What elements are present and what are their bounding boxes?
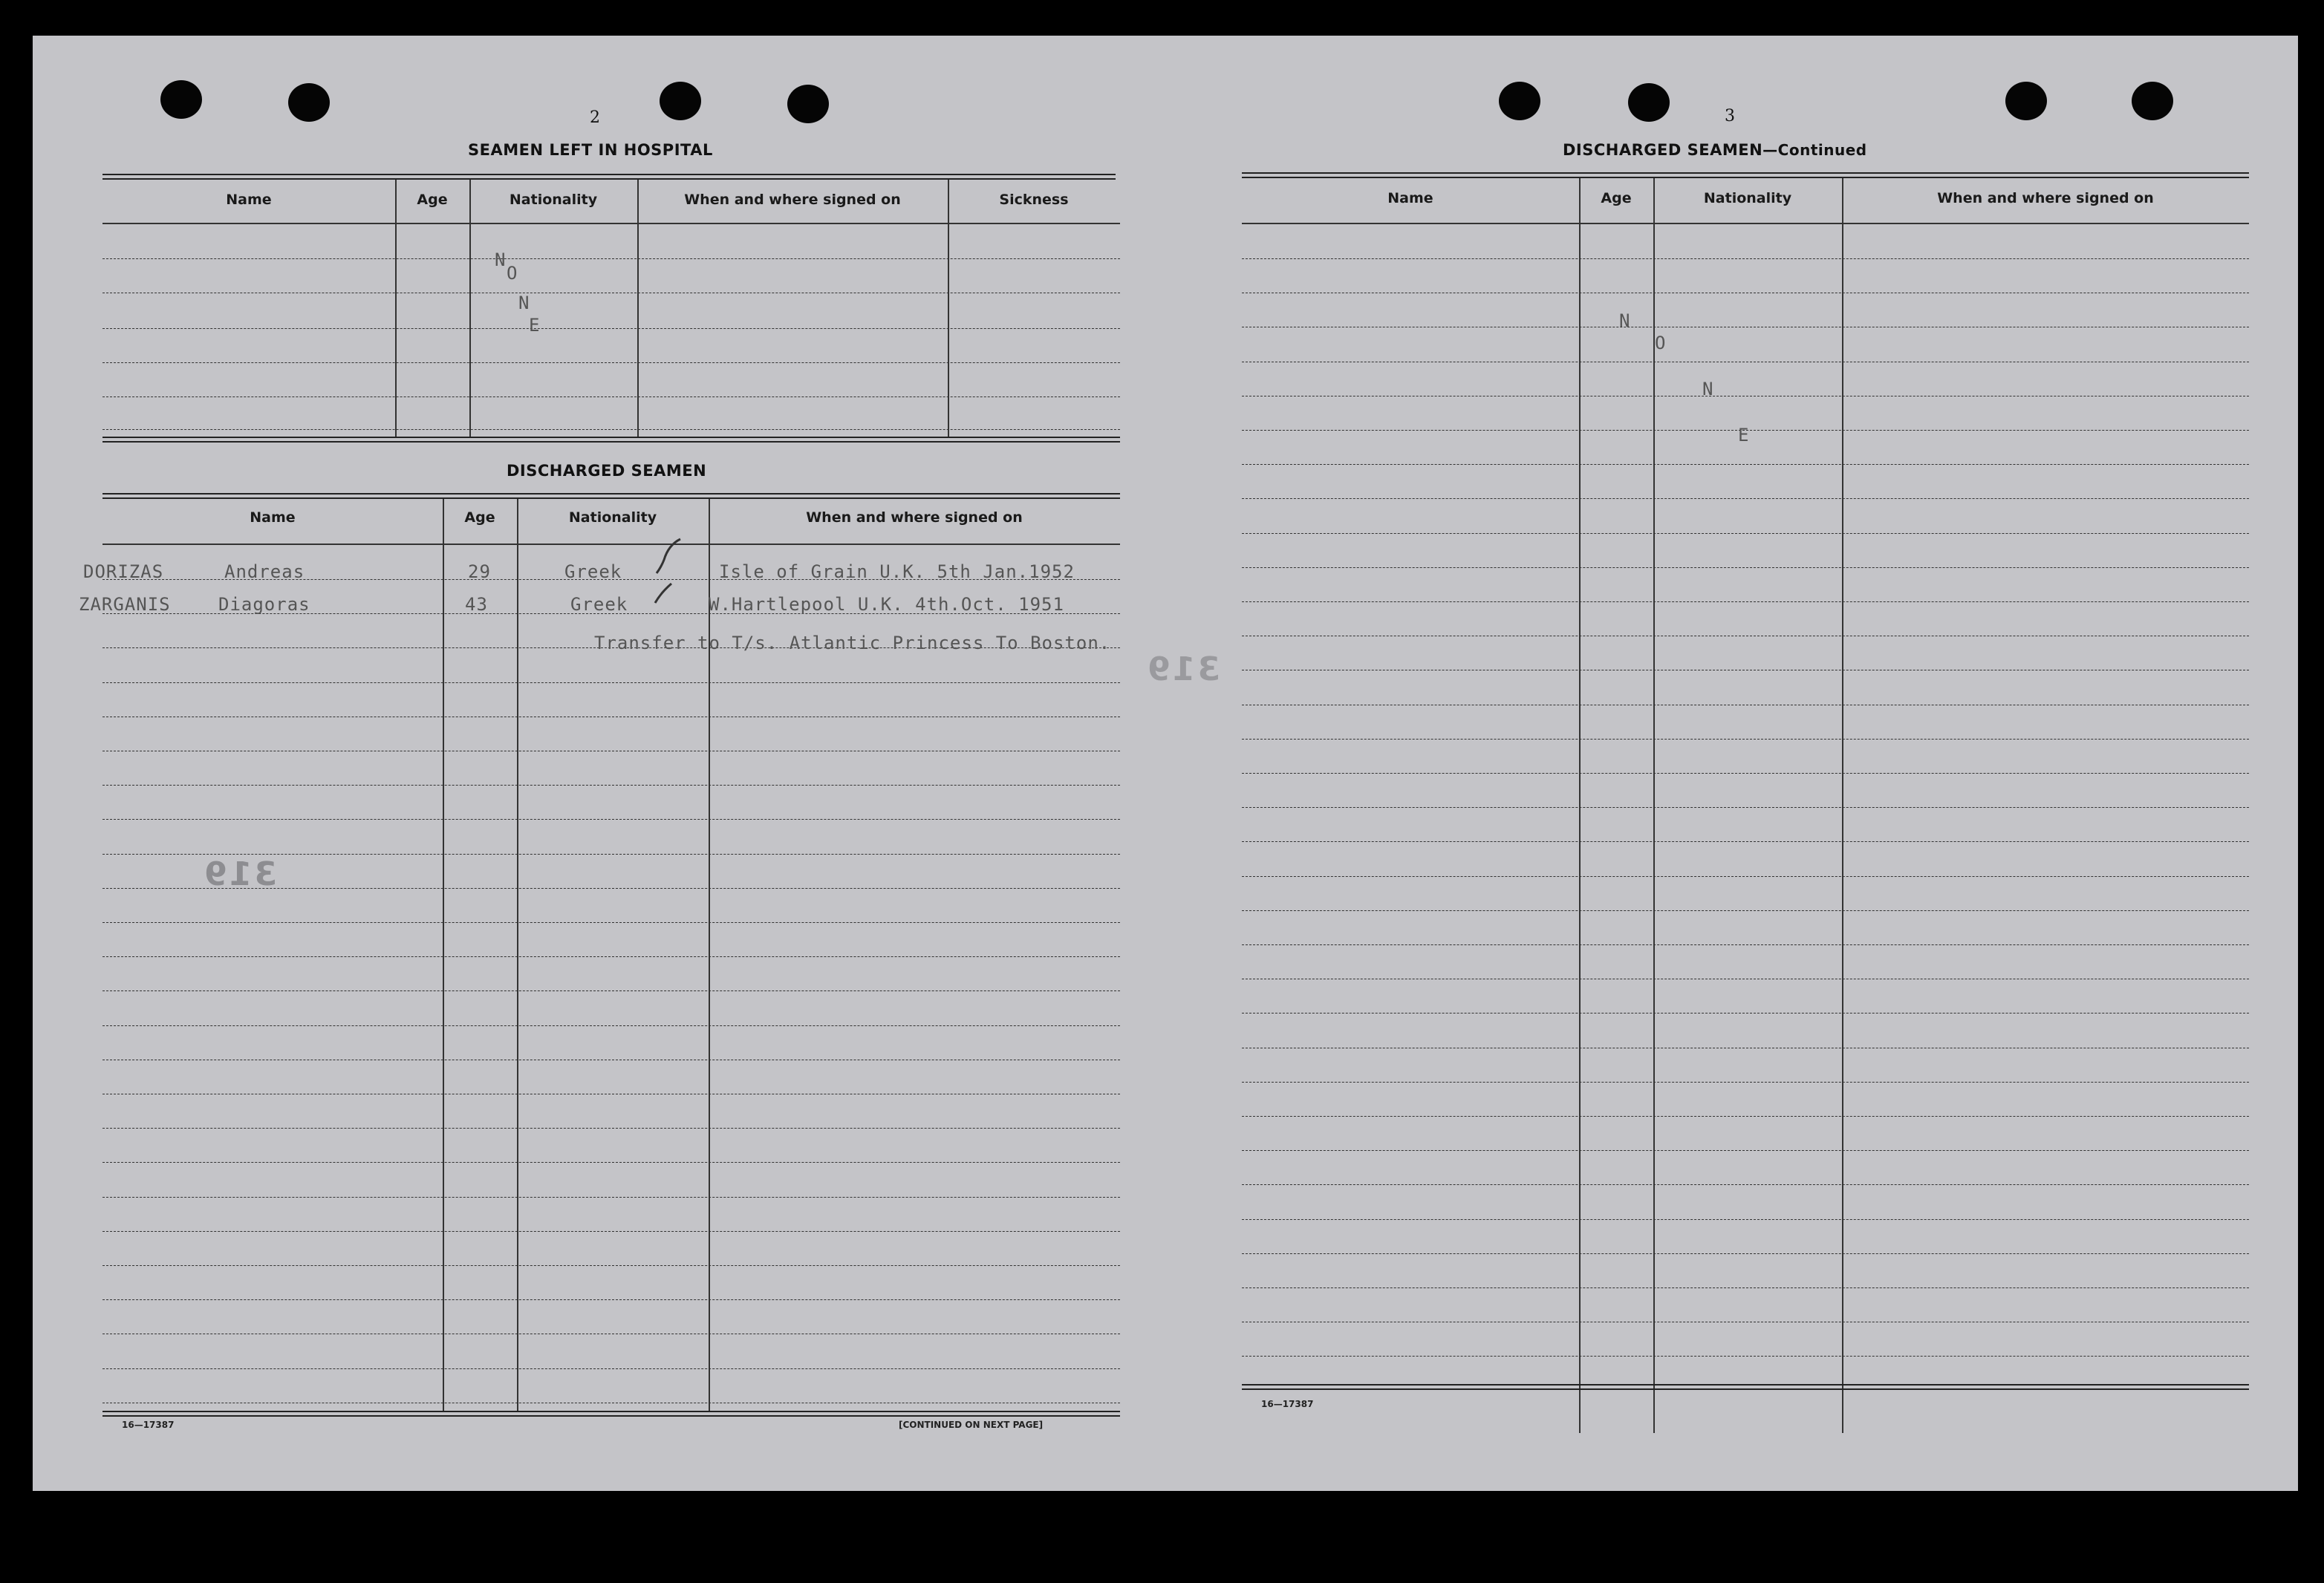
col-header-signed-on: When and where signed on bbox=[684, 192, 901, 208]
seaman-signed-on: W.Hartlepool U.K. 4th.Oct. 1951 bbox=[709, 594, 1064, 615]
row-rule bbox=[102, 1128, 1120, 1129]
faded-stamp: 319 bbox=[202, 855, 277, 893]
seaman-signed-on: Isle of Grain U.K. 5th Jan.1952 bbox=[719, 561, 1075, 582]
row-rule bbox=[1242, 807, 2249, 808]
row-rule bbox=[1242, 1013, 2249, 1014]
punch-hole bbox=[2005, 82, 2047, 120]
row-rule bbox=[1242, 258, 2249, 259]
header-rule bbox=[102, 544, 1120, 545]
table-top-rule bbox=[102, 493, 1120, 495]
discharged-continued-title bbox=[1563, 141, 1867, 159]
header-rule bbox=[102, 223, 1120, 224]
column-divider bbox=[443, 499, 444, 1412]
punch-hole bbox=[1499, 82, 1540, 120]
row-rule bbox=[102, 682, 1120, 683]
row-rule bbox=[102, 1265, 1120, 1266]
continued-note: [CONTINUED ON NEXT PAGE] bbox=[899, 1420, 1044, 1430]
hospital-title: SEAMEN LEFT IN HOSPITAL bbox=[468, 141, 713, 159]
form-number: 16—17387 bbox=[122, 1420, 175, 1430]
none-letter: E bbox=[529, 315, 541, 336]
row-rule bbox=[102, 1162, 1120, 1163]
seaman-nationality: Greek bbox=[564, 561, 622, 582]
row-rule bbox=[102, 396, 1120, 397]
row-rule bbox=[102, 1231, 1120, 1232]
row-rule bbox=[1242, 1184, 2249, 1185]
punch-hole bbox=[288, 83, 330, 122]
row-rule bbox=[1242, 910, 2249, 911]
row-rule bbox=[102, 1197, 1120, 1198]
seaman-surname: ZARGANIS bbox=[79, 594, 171, 615]
row-rule bbox=[1242, 601, 2249, 602]
col-header-signed-on: When and where signed on bbox=[806, 509, 1023, 526]
column-divider bbox=[637, 180, 639, 437]
row-rule bbox=[102, 1025, 1120, 1026]
col-header-nationality: Nationality bbox=[1703, 190, 1792, 206]
table-top-rule bbox=[1242, 172, 2249, 174]
col-header-signed-on: When and where signed on bbox=[1937, 190, 2154, 206]
punch-hole bbox=[787, 85, 829, 123]
row-rule bbox=[102, 854, 1120, 855]
col-header-nationality: Nationality bbox=[568, 509, 657, 526]
none-letter: E bbox=[1738, 425, 1750, 445]
row-rule bbox=[1242, 1287, 2249, 1288]
row-rule bbox=[1242, 944, 2249, 945]
table-top-rule bbox=[102, 174, 1116, 175]
table-bottom-rule bbox=[102, 437, 1120, 438]
table-top-rule bbox=[1242, 177, 2249, 178]
row-rule bbox=[1242, 533, 2249, 534]
row-rule bbox=[102, 819, 1120, 820]
row-rule bbox=[1242, 739, 2249, 740]
page-number: 3 bbox=[1725, 107, 1735, 125]
row-rule bbox=[102, 990, 1120, 991]
row-rule bbox=[1242, 464, 2249, 465]
row-rule bbox=[1242, 1150, 2249, 1151]
row-rule bbox=[102, 922, 1120, 923]
row-rule bbox=[102, 1368, 1120, 1369]
row-rule bbox=[102, 785, 1120, 786]
none-letter: O bbox=[507, 263, 518, 284]
column-divider bbox=[1842, 178, 1843, 1433]
seaman-surname: DORIZAS bbox=[83, 561, 164, 582]
faded-stamp: 319 bbox=[1145, 650, 1220, 688]
col-header-age: Age bbox=[1601, 190, 1632, 206]
none-letter: N bbox=[1702, 379, 1714, 399]
none-letter: N bbox=[518, 293, 530, 313]
table-top-rule bbox=[102, 497, 1120, 499]
col-header-age: Age bbox=[464, 509, 495, 526]
row-rule bbox=[1242, 1356, 2249, 1357]
table-bottom-rule bbox=[102, 441, 1120, 443]
seaman-given-name: Andreas bbox=[224, 561, 305, 582]
row-rule bbox=[102, 429, 1120, 430]
manifest-sheet bbox=[33, 36, 2298, 1491]
handwritten-tick bbox=[649, 581, 679, 625]
punch-hole bbox=[660, 82, 701, 120]
seaman-age: 43 bbox=[465, 594, 488, 615]
col-header-name: Name bbox=[1387, 190, 1433, 206]
none-letter: N bbox=[1619, 310, 1631, 331]
row-rule bbox=[1242, 1116, 2249, 1117]
none-letter: N bbox=[495, 249, 507, 270]
title-main: DISCHARGED SEAMEN bbox=[1563, 141, 1763, 159]
column-divider bbox=[948, 180, 949, 437]
row-rule bbox=[102, 956, 1120, 957]
none-letter: O bbox=[1655, 333, 1667, 353]
handwritten-tick bbox=[654, 538, 683, 582]
column-divider bbox=[1653, 178, 1655, 1433]
seaman-age: 29 bbox=[468, 561, 491, 582]
punch-hole bbox=[2132, 82, 2173, 120]
punch-hole bbox=[160, 80, 202, 119]
row-rule bbox=[1242, 1219, 2249, 1220]
table-bottom-rule bbox=[1242, 1388, 2249, 1390]
column-divider bbox=[395, 180, 397, 437]
column-divider bbox=[1579, 178, 1581, 1433]
row-rule bbox=[1242, 498, 2249, 499]
row-rule bbox=[102, 328, 1120, 329]
row-rule bbox=[102, 362, 1120, 363]
col-header-name: Name bbox=[250, 509, 296, 526]
row-rule bbox=[1242, 1082, 2249, 1083]
col-header-name: Name bbox=[226, 192, 272, 208]
header-rule bbox=[1242, 223, 2249, 224]
row-rule bbox=[1242, 876, 2249, 877]
form-number: 16—17387 bbox=[1261, 1399, 1314, 1409]
row-rule bbox=[102, 258, 1120, 259]
table-bottom-rule bbox=[1242, 1384, 2249, 1385]
column-divider bbox=[469, 180, 471, 437]
table-bottom-rule bbox=[102, 1411, 1120, 1412]
seaman-nationality: Greek bbox=[570, 594, 628, 615]
row-rule bbox=[1242, 841, 2249, 842]
seaman-given-name: Diagoras bbox=[218, 594, 310, 615]
row-rule bbox=[1242, 1253, 2249, 1254]
discharged-title: DISCHARGED SEAMEN bbox=[507, 462, 707, 480]
page-number: 2 bbox=[590, 108, 600, 127]
row-rule bbox=[1242, 567, 2249, 568]
row-rule bbox=[102, 1299, 1120, 1300]
table-bottom-rule bbox=[102, 1415, 1120, 1417]
col-header-age: Age bbox=[417, 192, 448, 208]
table-top-rule bbox=[102, 178, 1116, 180]
row-rule bbox=[1242, 773, 2249, 774]
column-divider bbox=[517, 499, 518, 1412]
col-header-nationality: Nationality bbox=[509, 192, 598, 208]
punch-hole bbox=[1628, 83, 1670, 122]
col-header-sickness: Sickness bbox=[999, 192, 1069, 208]
transfer-note: Transfer to T/s. Atlantic Princess To Boston. bbox=[594, 633, 1111, 653]
title-continued: —Continued bbox=[1762, 141, 1867, 159]
